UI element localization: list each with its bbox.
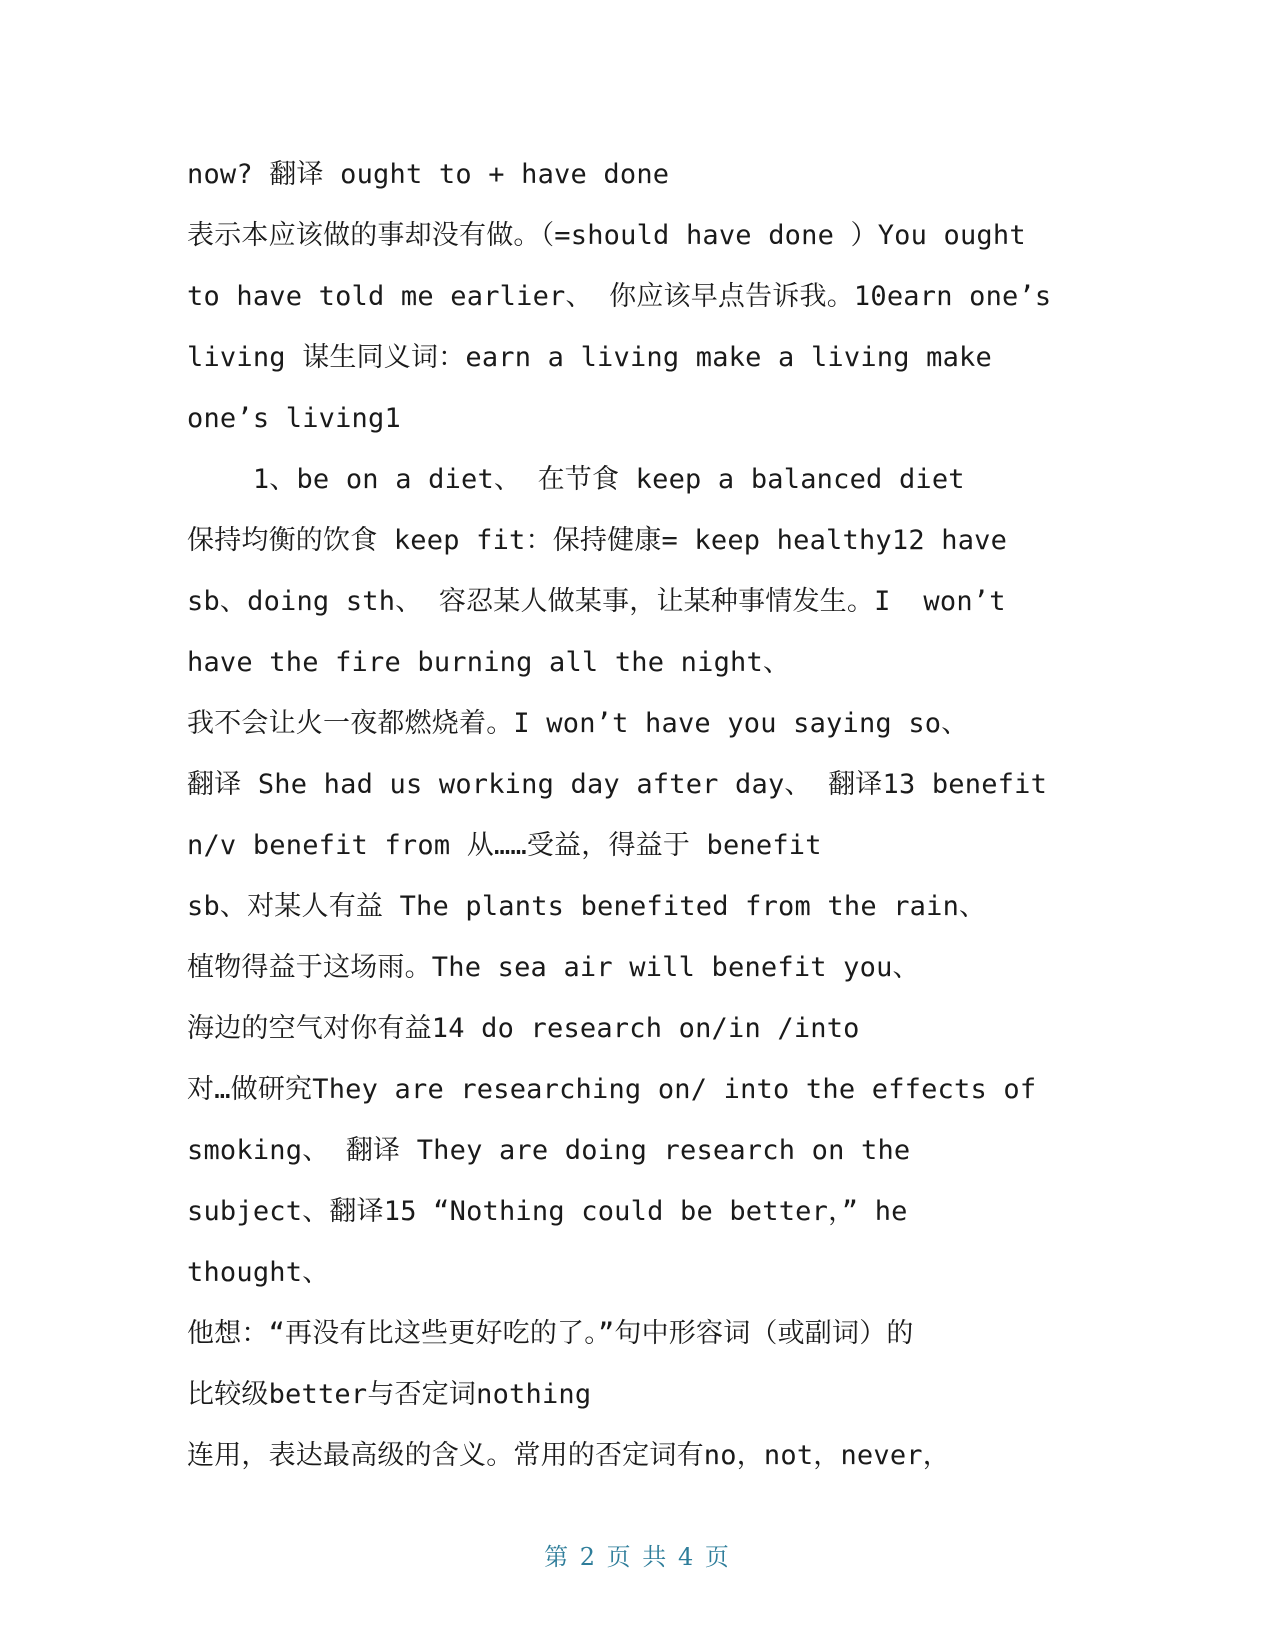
text-line: thought、 [187, 1257, 330, 1288]
text-line: now? 翻译 ought to + have done [187, 159, 670, 190]
text-line: 他想：“再没有比这些更好吃的了。”句中形容词（或副词）的 [187, 1318, 914, 1349]
text-line: subject、翻译15 “Nothing could be better，” he [187, 1196, 908, 1227]
text-line: living 谋生同义词：earn a living make a living make [187, 342, 992, 373]
text-line: to have told me earlier、 你应该早点告诉我。10earn one’s [187, 281, 1052, 312]
text-line: 保持均衡的饮食 keep fit：保持健康= keep healthy12 have [187, 525, 1008, 556]
text-line: n/v benefit from 从……受益，得益于 benefit [187, 830, 822, 861]
text-line: 对…做研究They are researching on/ into the effects of [187, 1074, 1037, 1105]
text-line: 翻译 She had us working day after day、 翻译13 benefit [187, 769, 1048, 800]
text-line: have the fire burning all the night、 [187, 647, 791, 678]
text-line: 海边的空气对你有益14 do research on/in /into [187, 1013, 860, 1044]
text-line: 表示本应该做的事却没有做。（=should have done ）You ought [187, 220, 1026, 251]
page-footer [0, 1537, 1275, 1572]
page-number-label: 第 2 页 共 4 页 [544, 1543, 731, 1571]
text-line: 比较级better与否定词nothing [187, 1379, 592, 1410]
text-line: 1、be on a diet、 在节食 keep a balanced diet [187, 464, 965, 495]
text-line: smoking、 翻译 They are doing research on the [187, 1135, 911, 1166]
text-line: sb、doing sth、 容忍某人做某事，让某种事情发生。I won’t [187, 586, 1006, 617]
text-line: one’s living1 [187, 403, 401, 434]
text-line: sb、对某人有益 The plants benefited from the rain、 [187, 891, 987, 922]
document-body [187, 144, 1087, 1486]
text-line: 连用，表达最高级的含义。常用的否定词有no，not，never， [187, 1440, 950, 1471]
text-line: 我不会让火一夜都燃烧着。I won’t have you saying so、 [187, 708, 969, 739]
text-line: 植物得益于这场雨。The sea air will benefit you、 [187, 952, 920, 983]
